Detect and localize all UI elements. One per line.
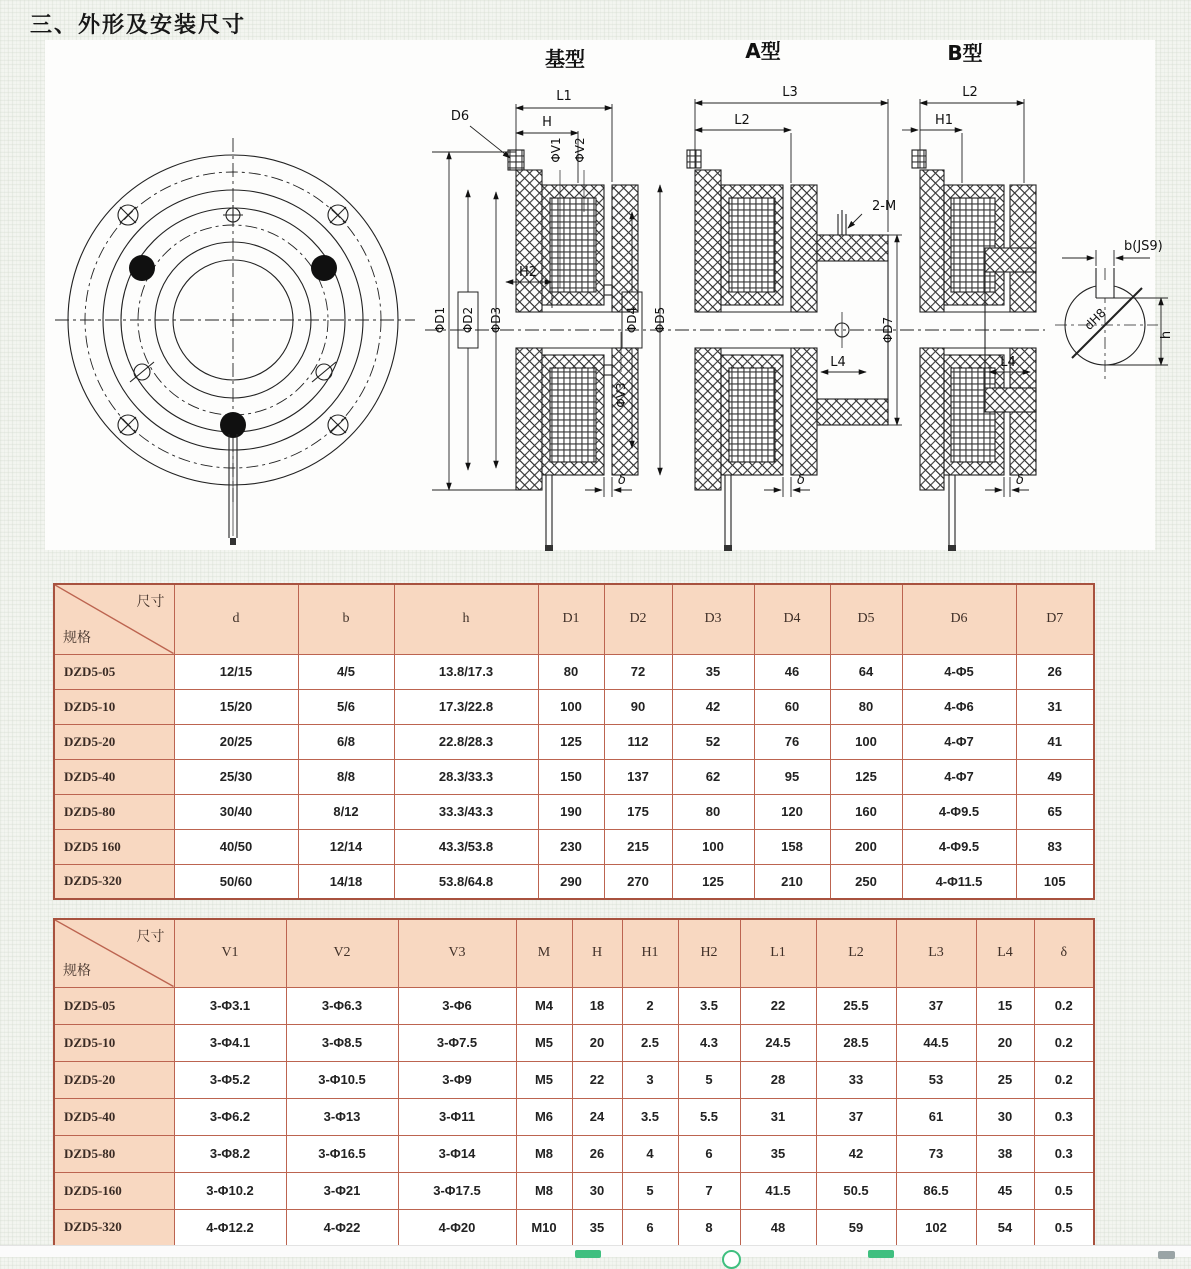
table-cell: 65 — [1016, 794, 1094, 829]
table-cell: 22.8/28.3 — [394, 724, 538, 759]
svg-text:H1: H1 — [934, 113, 954, 128]
table-cell: 4.3 — [678, 1024, 740, 1061]
table-cell: 20 — [976, 1024, 1034, 1061]
table-cell: 3 — [622, 1061, 678, 1098]
table-cell: 3-Φ3.1 — [174, 987, 286, 1024]
table-cell: 3-Φ6.2 — [174, 1098, 286, 1135]
table-cell: 8 — [678, 1209, 740, 1246]
table-cell: 175 — [604, 794, 672, 829]
svg-text:L2: L2 — [734, 113, 750, 128]
svg-text:δ: δ — [1016, 473, 1024, 488]
table-cell: M10 — [516, 1209, 572, 1246]
table-cell: 0.5 — [1034, 1209, 1094, 1246]
corner-header-cell — [54, 584, 174, 654]
toolbar-icon-fragment[interactable] — [1158, 1251, 1175, 1259]
table-cell: 33.3/43.3 — [394, 794, 538, 829]
corner-label-spec: 规格 — [63, 630, 91, 646]
table-cell: 90 — [604, 689, 672, 724]
table-cell: 4-Φ12.2 — [174, 1209, 286, 1246]
column-header: H2 — [678, 919, 740, 987]
table-row — [54, 1135, 1094, 1172]
table-cell: 45 — [976, 1172, 1034, 1209]
table-cell: 86.5 — [896, 1172, 976, 1209]
table-cell: 15/20 — [174, 689, 298, 724]
svg-text:L3: L3 — [782, 85, 798, 100]
column-header: L1 — [740, 919, 816, 987]
dimension-table-1 — [53, 583, 1095, 900]
table-cell: 12/14 — [298, 829, 394, 864]
table-cell: 40/50 — [174, 829, 298, 864]
row-model-label: DZD5-320 — [54, 864, 174, 899]
keyway-detail-view — [1055, 239, 1174, 382]
table-cell: 33 — [816, 1061, 896, 1098]
svg-text:ΦD3: ΦD3 — [489, 306, 503, 334]
table-cell: 4-Φ6 — [902, 689, 1016, 724]
table-cell: 35 — [572, 1209, 622, 1246]
svg-text:L4: L4 — [1000, 355, 1016, 370]
table-cell: 54 — [976, 1209, 1034, 1246]
row-model-label: DZD5-05 — [54, 654, 174, 689]
svg-text:D6: D6 — [450, 109, 470, 124]
table-cell: 43.3/53.8 — [394, 829, 538, 864]
table-cell: 3-Φ16.5 — [286, 1135, 398, 1172]
table-row — [54, 1172, 1094, 1209]
column-header: L2 — [816, 919, 896, 987]
table-cell: 26 — [572, 1135, 622, 1172]
table-cell: 13.8/17.3 — [394, 654, 538, 689]
page-title: 三、外形及安装尺寸 — [30, 13, 247, 38]
table-cell: 3-Φ13 — [286, 1098, 398, 1135]
svg-text:ΦD4: ΦD4 — [625, 306, 639, 334]
row-model-label: DZD5-20 — [54, 1061, 174, 1098]
corner-label-dimension: 尺寸 — [136, 595, 165, 610]
svg-text:ΦD7: ΦD7 — [881, 316, 895, 344]
table-cell: 125 — [538, 724, 604, 759]
table-cell: 158 — [754, 829, 830, 864]
table-cell: 42 — [816, 1135, 896, 1172]
svg-text:dH8: dH8 — [1081, 305, 1109, 333]
table-cell: 60 — [754, 689, 830, 724]
table-cell: 100 — [830, 724, 902, 759]
table-cell: 6 — [678, 1135, 740, 1172]
table-cell: 18 — [572, 987, 622, 1024]
table-row — [54, 1098, 1094, 1135]
table-cell: 46 — [754, 654, 830, 689]
table-cell: 48 — [740, 1209, 816, 1246]
view-title-a: A型 — [745, 39, 781, 63]
viewer-toolbar-strip — [0, 1245, 1191, 1257]
technical-drawing — [45, 39, 1174, 550]
table-cell: M4 — [516, 987, 572, 1024]
table-cell: 25/30 — [174, 759, 298, 794]
table-cell: 59 — [816, 1209, 896, 1246]
table-cell: 31 — [740, 1098, 816, 1135]
table-cell: 25.5 — [816, 987, 896, 1024]
table-cell: 35 — [740, 1135, 816, 1172]
column-header: D2 — [604, 584, 672, 654]
table-cell: 4/5 — [298, 654, 394, 689]
table-cell: 14/18 — [298, 864, 394, 899]
table-cell: 112 — [604, 724, 672, 759]
table-cell: 0.3 — [1034, 1098, 1094, 1135]
table-cell: 80 — [830, 689, 902, 724]
table-cell: 210 — [754, 864, 830, 899]
column-header: L4 — [976, 919, 1034, 987]
table-cell: 20 — [572, 1024, 622, 1061]
table-cell: 42 — [672, 689, 754, 724]
table-cell: 4-Φ20 — [398, 1209, 516, 1246]
table-cell: 50/60 — [174, 864, 298, 899]
table-cell: 5/6 — [298, 689, 394, 724]
table-cell: 41 — [1016, 724, 1094, 759]
table-cell: 160 — [830, 794, 902, 829]
table-cell: 2.5 — [622, 1024, 678, 1061]
table-cell: 0.3 — [1034, 1135, 1094, 1172]
table-cell: 190 — [538, 794, 604, 829]
view-title-b: B型 — [947, 41, 983, 65]
table-cell: 102 — [896, 1209, 976, 1246]
table-cell: 0.2 — [1034, 1024, 1094, 1061]
table-row — [54, 864, 1094, 899]
svg-text:ΦV3: ΦV3 — [614, 382, 628, 408]
table-row — [54, 1024, 1094, 1061]
svg-text:L1: L1 — [556, 89, 572, 104]
table-cell: 30/40 — [174, 794, 298, 829]
table-cell: 80 — [538, 654, 604, 689]
table-row — [54, 829, 1094, 864]
row-model-label: DZD5-320 — [54, 1209, 174, 1246]
column-header: h — [394, 584, 538, 654]
table-cell: 4-Φ5 — [902, 654, 1016, 689]
front-view — [55, 138, 415, 545]
column-header: b — [298, 584, 394, 654]
table-cell: 53 — [896, 1061, 976, 1098]
svg-text:δ: δ — [618, 473, 626, 488]
row-model-label: DZD5-80 — [54, 1135, 174, 1172]
column-header: D7 — [1016, 584, 1094, 654]
table-cell: 2 — [622, 987, 678, 1024]
svg-text:δ: δ — [797, 473, 805, 488]
table-cell: 17.3/22.8 — [394, 689, 538, 724]
table-cell: 26 — [1016, 654, 1094, 689]
table-cell: 22 — [740, 987, 816, 1024]
table-cell: 61 — [896, 1098, 976, 1135]
a-type-view — [687, 85, 902, 551]
table-cell: 5 — [678, 1061, 740, 1098]
table-cell: 37 — [896, 987, 976, 1024]
table-cell: 5.5 — [678, 1098, 740, 1135]
row-model-label: DZD5-160 — [54, 1172, 174, 1209]
svg-text:ΦD5: ΦD5 — [653, 306, 667, 334]
table-cell: 100 — [538, 689, 604, 724]
svg-text:ΦD2: ΦD2 — [461, 306, 475, 334]
column-header: D1 — [538, 584, 604, 654]
table-cell: 44.5 — [896, 1024, 976, 1061]
column-header: V3 — [398, 919, 516, 987]
table-cell: 53.8/64.8 — [394, 864, 538, 899]
table-cell: 30 — [572, 1172, 622, 1209]
table-row — [54, 759, 1094, 794]
table-cell: 120 — [754, 794, 830, 829]
svg-text:h: h — [1159, 330, 1174, 340]
table-cell: 3-Φ21 — [286, 1172, 398, 1209]
table-cell: 200 — [830, 829, 902, 864]
table-cell: 73 — [896, 1135, 976, 1172]
svg-text:ΦV2: ΦV2 — [573, 137, 587, 163]
table-cell: 6/8 — [298, 724, 394, 759]
table-cell: 4-Φ7 — [902, 759, 1016, 794]
table-cell: 95 — [754, 759, 830, 794]
table-cell: 24.5 — [740, 1024, 816, 1061]
table-cell: 3-Φ14 — [398, 1135, 516, 1172]
table-cell: 28.5 — [816, 1024, 896, 1061]
svg-text:2-M: 2-M — [872, 199, 897, 214]
base-type-view — [432, 89, 667, 551]
table-cell: 15 — [976, 987, 1034, 1024]
table-cell: 35 — [672, 654, 754, 689]
table-cell: 0.5 — [1034, 1172, 1094, 1209]
table-cell: 4-Φ11.5 — [902, 864, 1016, 899]
row-model-label: DZD5-40 — [54, 1098, 174, 1135]
table-cell: 4-Φ22 — [286, 1209, 398, 1246]
table-cell: 22 — [572, 1061, 622, 1098]
table-row — [54, 794, 1094, 829]
table-cell: 3-Φ17.5 — [398, 1172, 516, 1209]
table-cell: 31 — [1016, 689, 1094, 724]
table-cell: 230 — [538, 829, 604, 864]
table-cell: 100 — [672, 829, 754, 864]
table-cell: 4-Φ7 — [902, 724, 1016, 759]
table-cell: 290 — [538, 864, 604, 899]
table-cell: 64 — [830, 654, 902, 689]
b-type-view — [902, 85, 1036, 551]
table-cell: M8 — [516, 1172, 572, 1209]
svg-text:L4: L4 — [830, 355, 846, 370]
svg-text:L2: L2 — [962, 85, 978, 100]
table-cell: 3-Φ4.1 — [174, 1024, 286, 1061]
table-row — [54, 654, 1094, 689]
table-cell: 8/12 — [298, 794, 394, 829]
table-cell: 83 — [1016, 829, 1094, 864]
table-row — [54, 689, 1094, 724]
table-cell: 3-Φ8.5 — [286, 1024, 398, 1061]
table-cell: 125 — [672, 864, 754, 899]
table-cell: 28.3/33.3 — [394, 759, 538, 794]
table-cell: M5 — [516, 1024, 572, 1061]
table-cell: 3.5 — [622, 1098, 678, 1135]
table-cell: 8/8 — [298, 759, 394, 794]
column-header: M — [516, 919, 572, 987]
table-cell: 3-Φ6.3 — [286, 987, 398, 1024]
table-cell: 72 — [604, 654, 672, 689]
table-cell: 4 — [622, 1135, 678, 1172]
column-header: D6 — [902, 584, 1016, 654]
table-cell: 30 — [976, 1098, 1034, 1135]
table-row — [54, 724, 1094, 759]
table-cell: 38 — [976, 1135, 1034, 1172]
dimension-table-2 — [53, 918, 1095, 1247]
table-cell: 25 — [976, 1061, 1034, 1098]
table-cell: M6 — [516, 1098, 572, 1135]
svg-text:ΦD1: ΦD1 — [433, 306, 447, 334]
table-cell: 150 — [538, 759, 604, 794]
table-cell: 3-Φ10.5 — [286, 1061, 398, 1098]
lead-wire — [229, 434, 237, 545]
table-cell: 28 — [740, 1061, 816, 1098]
table-cell: 105 — [1016, 864, 1094, 899]
column-header: D4 — [754, 584, 830, 654]
view-title-base: 基型 — [545, 47, 585, 71]
column-header: δ — [1034, 919, 1094, 987]
corner-label-dimension: 尺寸 — [136, 930, 165, 945]
column-header: L3 — [896, 919, 976, 987]
table-cell: 4-Φ9.5 — [902, 794, 1016, 829]
row-model-label: DZD5-10 — [54, 1024, 174, 1061]
svg-text:H2: H2 — [518, 265, 538, 280]
column-header: D3 — [672, 584, 754, 654]
row-model-label: DZD5-05 — [54, 987, 174, 1024]
table-cell: 80 — [672, 794, 754, 829]
table-cell: 125 — [830, 759, 902, 794]
table-cell: 49 — [1016, 759, 1094, 794]
svg-text:ΦV1: ΦV1 — [549, 137, 563, 163]
table-cell: 12/15 — [174, 654, 298, 689]
svg-text:H: H — [542, 115, 552, 130]
svg-text:b(JS9): b(JS9) — [1124, 239, 1163, 254]
table-row — [54, 1209, 1094, 1246]
table-cell: 3-Φ6 — [398, 987, 516, 1024]
column-header: d — [174, 584, 298, 654]
row-model-label: DZD5 160 — [54, 829, 174, 864]
table-cell: 37 — [816, 1098, 896, 1135]
table-cell: 50.5 — [816, 1172, 896, 1209]
table-cell: 250 — [830, 864, 902, 899]
column-header: V2 — [286, 919, 398, 987]
toolbar-icon-fragment[interactable] — [722, 1250, 741, 1269]
table-cell: 20/25 — [174, 724, 298, 759]
table-cell: 0.2 — [1034, 1061, 1094, 1098]
row-model-label: DZD5-20 — [54, 724, 174, 759]
table-cell: 215 — [604, 829, 672, 864]
table-cell: 41.5 — [740, 1172, 816, 1209]
table-cell: 3-Φ7.5 — [398, 1024, 516, 1061]
column-header: D5 — [830, 584, 902, 654]
table-row — [54, 1061, 1094, 1098]
dimension-drawing-panel — [45, 39, 1174, 550]
table-cell: 3-Φ10.2 — [174, 1172, 286, 1209]
row-model-label: DZD5-10 — [54, 689, 174, 724]
table-cell: 24 — [572, 1098, 622, 1135]
column-header: H — [572, 919, 622, 987]
table-cell: 3-Φ8.2 — [174, 1135, 286, 1172]
table-cell: 7 — [678, 1172, 740, 1209]
table-cell: 62 — [672, 759, 754, 794]
table-cell: M5 — [516, 1061, 572, 1098]
table-cell: 4-Φ9.5 — [902, 829, 1016, 864]
table-cell: 137 — [604, 759, 672, 794]
corner-header-cell — [54, 919, 174, 987]
table-cell: 3-Φ9 — [398, 1061, 516, 1098]
table-cell: 5 — [622, 1172, 678, 1209]
column-header: V1 — [174, 919, 286, 987]
table-row — [54, 987, 1094, 1024]
table-cell: 0.2 — [1034, 987, 1094, 1024]
column-header: H1 — [622, 919, 678, 987]
table-cell: 270 — [604, 864, 672, 899]
row-model-label: DZD5-80 — [54, 794, 174, 829]
corner-label-spec: 规格 — [63, 963, 91, 979]
table-cell: 3-Φ11 — [398, 1098, 516, 1135]
table-cell: 6 — [622, 1209, 678, 1246]
table-cell: 3.5 — [678, 987, 740, 1024]
row-model-label: DZD5-40 — [54, 759, 174, 794]
table-cell: M8 — [516, 1135, 572, 1172]
table-cell: 76 — [754, 724, 830, 759]
table-cell: 52 — [672, 724, 754, 759]
table-cell: 3-Φ5.2 — [174, 1061, 286, 1098]
